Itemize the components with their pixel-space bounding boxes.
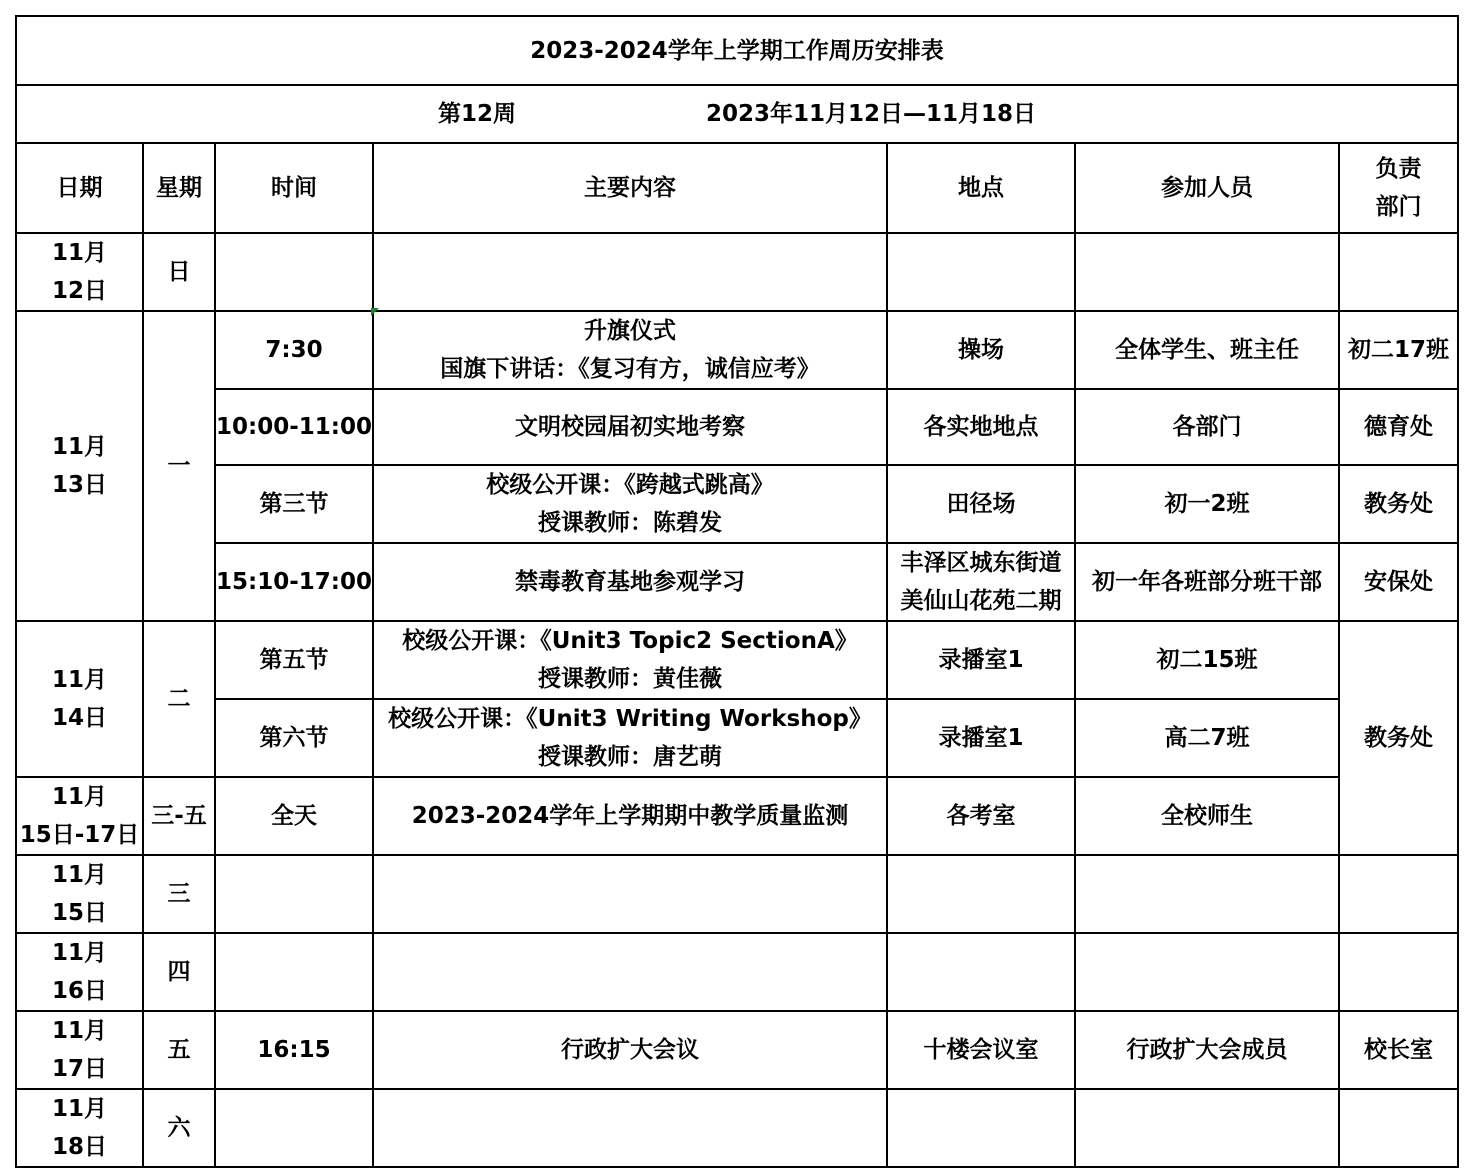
comment-marker-icon bbox=[371, 308, 379, 316]
table-row bbox=[16, 233, 1458, 311]
header-row bbox=[16, 143, 1458, 233]
date-month: 11月 bbox=[51, 940, 107, 966]
place-cell: 各实地地点 bbox=[887, 389, 1075, 465]
time-cell bbox=[215, 1089, 373, 1167]
content-line: 授课教师：陈碧发 bbox=[538, 510, 722, 536]
date-day: 14日 bbox=[51, 705, 107, 731]
table-row bbox=[16, 543, 1458, 621]
content-line: 校级公开课：《Unit3 Writing Workshop》 bbox=[388, 706, 872, 732]
time-cell: 全天 bbox=[215, 777, 373, 855]
time-cell bbox=[215, 855, 373, 933]
date-day: 13日 bbox=[51, 472, 107, 498]
date-cell bbox=[16, 1089, 143, 1167]
people-cell bbox=[1075, 233, 1339, 311]
weekday-cell: 五 bbox=[143, 1011, 215, 1089]
people-cell: 初二15班 bbox=[1075, 621, 1339, 699]
date-cell bbox=[16, 933, 143, 1011]
time-cell: 7:30 bbox=[215, 311, 373, 389]
content-cell bbox=[373, 699, 887, 777]
table-row bbox=[16, 855, 1458, 933]
table-row bbox=[16, 389, 1458, 465]
header-date: 日期 bbox=[16, 143, 143, 233]
people-cell bbox=[1075, 855, 1339, 933]
header-content: 主要内容 bbox=[373, 143, 887, 233]
date-day: 15日-17日 bbox=[19, 822, 140, 848]
content-cell: 行政扩大会议 bbox=[373, 1011, 887, 1089]
place-cell bbox=[887, 1089, 1075, 1167]
content-cell bbox=[373, 233, 887, 311]
header-place: 地点 bbox=[887, 143, 1075, 233]
header-people: 参加人员 bbox=[1075, 143, 1339, 233]
people-cell: 高二7班 bbox=[1075, 699, 1339, 777]
header-time: 时间 bbox=[215, 143, 373, 233]
table-row bbox=[16, 311, 1458, 389]
dept-cell bbox=[1339, 233, 1458, 311]
time-cell: 第六节 bbox=[215, 699, 373, 777]
content-line: 国旗下讲话：《复习有方，诚信应考》 bbox=[440, 356, 820, 382]
time-cell: 第五节 bbox=[215, 621, 373, 699]
people-cell: 全体学生、班主任 bbox=[1075, 311, 1339, 389]
dept-cell bbox=[1339, 855, 1458, 933]
people-cell: 初一2班 bbox=[1075, 465, 1339, 543]
place-cell: 各考室 bbox=[887, 777, 1075, 855]
dept-cell: 教务处 bbox=[1339, 465, 1458, 543]
place-cell bbox=[887, 233, 1075, 311]
time-cell: 第三节 bbox=[215, 465, 373, 543]
place-cell: 录播室1 bbox=[887, 621, 1075, 699]
content-cell bbox=[373, 855, 887, 933]
place-cell: 田径场 bbox=[887, 465, 1075, 543]
content-cell bbox=[373, 311, 887, 389]
date-cell bbox=[16, 777, 143, 855]
content-cell bbox=[373, 621, 887, 699]
people-cell bbox=[1075, 1089, 1339, 1167]
table-row bbox=[16, 621, 1458, 699]
content-cell bbox=[373, 933, 887, 1011]
date-month: 11月 bbox=[51, 862, 107, 888]
people-cell: 各部门 bbox=[1075, 389, 1339, 465]
table-row bbox=[16, 933, 1458, 1011]
people-cell bbox=[1075, 933, 1339, 1011]
place-cell bbox=[887, 933, 1075, 1011]
content-cell bbox=[373, 1089, 887, 1167]
weekday-cell: 二 bbox=[143, 621, 215, 777]
place-cell: 操场 bbox=[887, 311, 1075, 389]
time-cell bbox=[215, 233, 373, 311]
place-cell: 录播室1 bbox=[887, 699, 1075, 777]
weekday-cell: 日 bbox=[143, 233, 215, 311]
date-cell bbox=[16, 311, 143, 621]
content-line: 授课教师：黄佳薇 bbox=[538, 666, 722, 692]
content-line: 授课教师：唐艺萌 bbox=[538, 744, 722, 770]
time-cell bbox=[215, 933, 373, 1011]
date-cell bbox=[16, 855, 143, 933]
date-month: 11月 bbox=[51, 1018, 107, 1044]
place-line: 丰泽区城东街道 bbox=[900, 550, 1062, 576]
content-cell bbox=[373, 465, 887, 543]
week-info bbox=[16, 85, 1458, 143]
weekday-cell: 一 bbox=[143, 311, 215, 621]
place-cell bbox=[887, 855, 1075, 933]
date-month: 11月 bbox=[51, 784, 107, 810]
date-day: 18日 bbox=[51, 1134, 107, 1160]
date-cell bbox=[16, 621, 143, 777]
table-row bbox=[16, 1011, 1458, 1089]
schedule-table bbox=[15, 15, 1459, 1168]
place-cell bbox=[887, 543, 1075, 621]
date-cell bbox=[16, 233, 143, 311]
content-cell: 禁毒教育基地参观学习 bbox=[373, 543, 887, 621]
time-cell: 16:15 bbox=[215, 1011, 373, 1089]
content-cell: 文明校园届初实地考察 bbox=[373, 389, 887, 465]
week-label: 第12周 bbox=[438, 101, 517, 127]
date-day: 15日 bbox=[51, 900, 107, 926]
table-row bbox=[16, 699, 1458, 777]
date-day: 16日 bbox=[51, 978, 107, 1004]
date-day: 17日 bbox=[51, 1056, 107, 1082]
dept-cell: 德育处 bbox=[1339, 389, 1458, 465]
weekday-cell: 六 bbox=[143, 1089, 215, 1167]
date-day: 12日 bbox=[51, 278, 107, 304]
dept-cell: 安保处 bbox=[1339, 543, 1458, 621]
date-cell bbox=[16, 1011, 143, 1089]
header-dept-line1: 负责 bbox=[1375, 156, 1422, 182]
dept-cell: 教务处 bbox=[1339, 621, 1458, 855]
dept-cell bbox=[1339, 933, 1458, 1011]
weekday-cell: 三-五 bbox=[143, 777, 215, 855]
dept-cell: 校长室 bbox=[1339, 1011, 1458, 1089]
time-cell: 15:10-17:00 bbox=[215, 543, 373, 621]
content-line: 校级公开课：《Unit3 Topic2 SectionA》 bbox=[402, 628, 858, 654]
weekday-cell: 三 bbox=[143, 855, 215, 933]
place-line: 美仙山花苑二期 bbox=[900, 588, 1062, 614]
date-month: 11月 bbox=[51, 434, 107, 460]
header-dept-line2: 部门 bbox=[1375, 194, 1422, 220]
table-row bbox=[16, 777, 1458, 855]
header-weekday: 星期 bbox=[143, 143, 215, 233]
table-row bbox=[16, 1089, 1458, 1167]
weekday-cell: 四 bbox=[143, 933, 215, 1011]
dept-cell bbox=[1339, 1089, 1458, 1167]
people-cell: 初一年各班部分班干部 bbox=[1075, 543, 1339, 621]
content-line: 校级公开课：《跨越式跳高》 bbox=[486, 472, 774, 498]
people-cell: 行政扩大会成员 bbox=[1075, 1011, 1339, 1089]
place-cell: 十楼会议室 bbox=[887, 1011, 1075, 1089]
date-month: 11月 bbox=[51, 667, 107, 693]
header-dept bbox=[1339, 143, 1458, 233]
page-title: 2023-2024学年上学期工作周历安排表 bbox=[16, 16, 1458, 85]
time-cell: 10:00-11:00 bbox=[215, 389, 373, 465]
date-month: 11月 bbox=[51, 1096, 107, 1122]
content-cell: 2023-2024学年上学期期中教学质量监测 bbox=[373, 777, 887, 855]
dept-cell: 初二17班 bbox=[1339, 311, 1458, 389]
content-line: 升旗仪式 bbox=[584, 318, 676, 344]
table-row bbox=[16, 465, 1458, 543]
week-range: 2023年11月12日—11月18日 bbox=[706, 101, 1037, 127]
people-cell: 全校师生 bbox=[1075, 777, 1339, 855]
date-month: 11月 bbox=[51, 240, 107, 266]
